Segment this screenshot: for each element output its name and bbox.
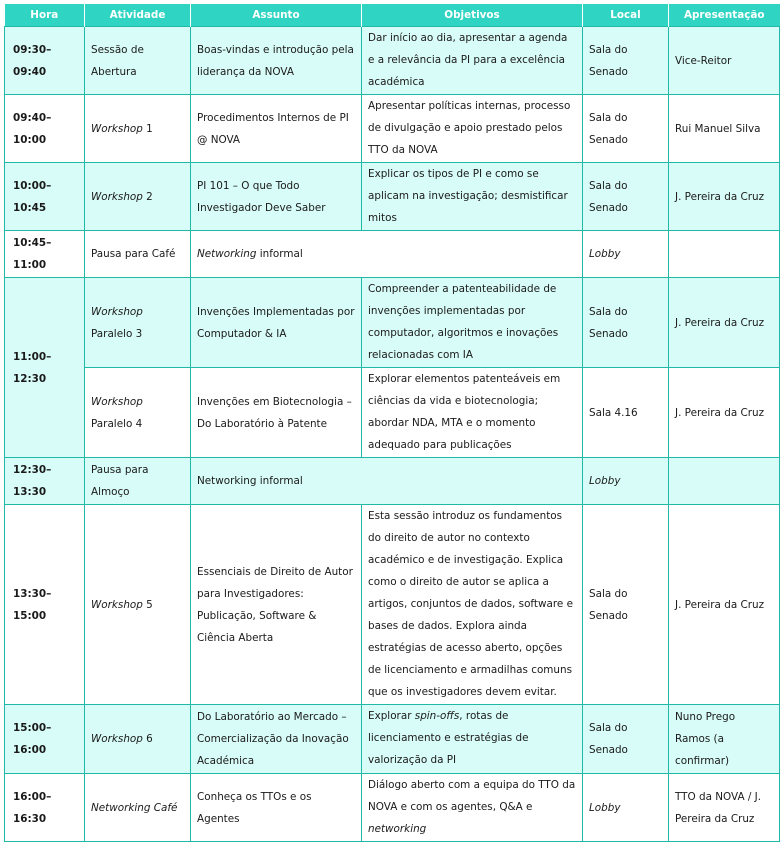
cell-hora: 15:00–16:00 [5,705,85,774]
table-row [5,705,780,774]
cell-assunto: Invenções Implementadas por Computador & IA [191,278,362,368]
assunto-italic: Networking [197,248,257,260]
cell-apresentacao: J. Pereira da Cruz [669,505,780,705]
objetivos-italic: networking [368,823,427,835]
cell-local: Lobby [583,774,669,842]
cell-local: Sala 4.16 [583,368,669,458]
cell-objetivos: Explicar os tipos de PI e como se aplicam na investigação; desmistificar mitos [362,163,583,231]
cell-hora: 16:00–16:30 [5,774,85,842]
cell-apresentacao: J. Pereira da Cruz [669,278,780,368]
cell-apresentacao: J. Pereira da Cruz [669,368,780,458]
table-row [5,368,780,458]
table-row [5,774,780,842]
cell-atividade [85,705,191,774]
cell-local: Sala do Senado [583,505,669,705]
table-row [5,505,780,705]
cell-assunto: PI 101 – O que Todo Investigador Deve Saber [191,163,362,231]
assunto-rest: informal [256,248,303,260]
cell-hora: 12:30–13:30 [5,458,85,505]
cell-objetivos: Explorar elementos patenteáveis em ciências da vida e biotecnologia; abordar NDA, MTA e o momento adequado para publicações [362,368,583,458]
objetivos-rest: , rotas de licenciamento e estratégias de valorização da PI [368,710,529,766]
atividade-rest: Paralelo 3 [91,327,143,340]
table-row [5,163,780,231]
cell-atividade: Networking Café [85,774,191,842]
atividade-italic: Workshop [91,733,143,745]
cell-hora: 11:00–12:30 [5,278,85,458]
objetivos-pre: Diálogo aberto com a equipa do TTO da NOVA e com os agentes, Q&A e [368,779,576,813]
header-row [5,4,780,27]
atividade-rest: 2 [142,190,153,203]
cell-atividade: Sessão de Abertura [85,27,191,95]
header-hora: Hora [5,4,85,27]
cell-assunto [191,231,583,278]
cell-atividade: Pausa para Almoço [85,458,191,505]
cell-apresentacao: Nuno Prego Ramos (a confirmar) [669,705,780,774]
cell-assunto: Boas-vindas e introdução pela liderança da NOVA [191,27,362,95]
cell-atividade [85,95,191,163]
cell-local: Sala do Senado [583,27,669,95]
cell-atividade: Pausa para Café [85,231,191,278]
objetivos-italic: spin-offs [414,710,460,722]
table-row [5,278,780,368]
cell-apresentacao: Vice-Reitor [669,27,780,95]
cell-local: Sala do Senado [583,163,669,231]
cell-atividade [85,368,191,458]
cell-local: Sala do Senado [583,278,669,368]
cell-local: Lobby [583,458,669,505]
header-assunto: Assunto [191,4,362,27]
cell-assunto: Procedimentos Internos de PI @ NOVA [191,95,362,163]
cell-hora: 09:30–09:40 [5,27,85,95]
atividade-italic: Workshop [91,190,143,203]
cell-hora: 10:45–11:00 [5,231,85,278]
cell-objetivos [362,774,583,842]
atividade-rest: Paralelo 4 [91,417,143,430]
atividade-rest: 6 [142,733,153,745]
objetivos-pre: Explorar [368,710,415,722]
cell-hora: 13:30–15:00 [5,505,85,705]
cell-local: Sala do Senado [583,705,669,774]
table-row [5,458,780,505]
cell-apresentacao [669,458,780,505]
atividade-italic: Workshop [91,122,143,135]
cell-local: Sala do Senado [583,95,669,163]
cell-atividade [85,278,191,368]
cell-apresentacao: J. Pereira da Cruz [669,163,780,231]
atividade-rest: 1 [142,122,153,135]
atividade-italic: Workshop [91,305,143,318]
cell-hora: 10:00–10:45 [5,163,85,231]
cell-objetivos: Dar início ao dia, apresentar a agenda e a relevância da PI para a excelência académica [362,27,583,95]
cell-assunto: Conheça os TTOs e os Agentes [191,774,362,842]
cell-assunto: Essenciais de Direito de Autor para Investigadores: Publicação, Software & Ciência Aberta [191,505,362,705]
table-row [5,231,780,278]
cell-assunto: Do Laboratório ao Mercado – Comercialização da Inovação Académica [191,705,362,774]
cell-objetivos: Compreender a patenteabilidade de invenções implementadas por computador, algoritmos e inovações relacionadas com IA [362,278,583,368]
agenda-table [4,4,780,842]
atividade-italic: Workshop [91,598,143,611]
atividade-italic: Workshop [91,395,143,408]
cell-objetivos: Apresentar políticas internas, processo de divulgação e apoio prestado pelos TTO da NOVA [362,95,583,163]
table-row [5,27,780,95]
cell-atividade [85,505,191,705]
header-objetivos: Objetivos [362,4,583,27]
cell-atividade [85,163,191,231]
atividade-rest: 5 [142,598,153,611]
header-apresentacao: Apresentação [669,4,780,27]
table-row [5,95,780,163]
cell-assunto: Invenções em Biotecnologia – Do Laboratório à Patente [191,368,362,458]
cell-objetivos: Esta sessão introduz os fundamentos do direito de autor no contexto académico e de investigação. Explica como o direito de autor se aplica a artigos, conjuntos de dados, software e bases de dados. Explora ainda estratégias de acesso aberto, opções de licenciamento e armadilhas comuns que os investigadores devem evitar. [362,505,583,705]
header-atividade: Atividade [85,4,191,27]
cell-objetivos [362,705,583,774]
cell-apresentacao: TTO da NOVA / J. Pereira da Cruz [669,774,780,842]
cell-local: Lobby [583,231,669,278]
cell-assunto: Networking informal [191,458,583,505]
cell-apresentacao [669,231,780,278]
cell-apresentacao: Rui Manuel Silva [669,95,780,163]
header-local: Local [583,4,669,27]
cell-hora: 09:40–10:00 [5,95,85,163]
